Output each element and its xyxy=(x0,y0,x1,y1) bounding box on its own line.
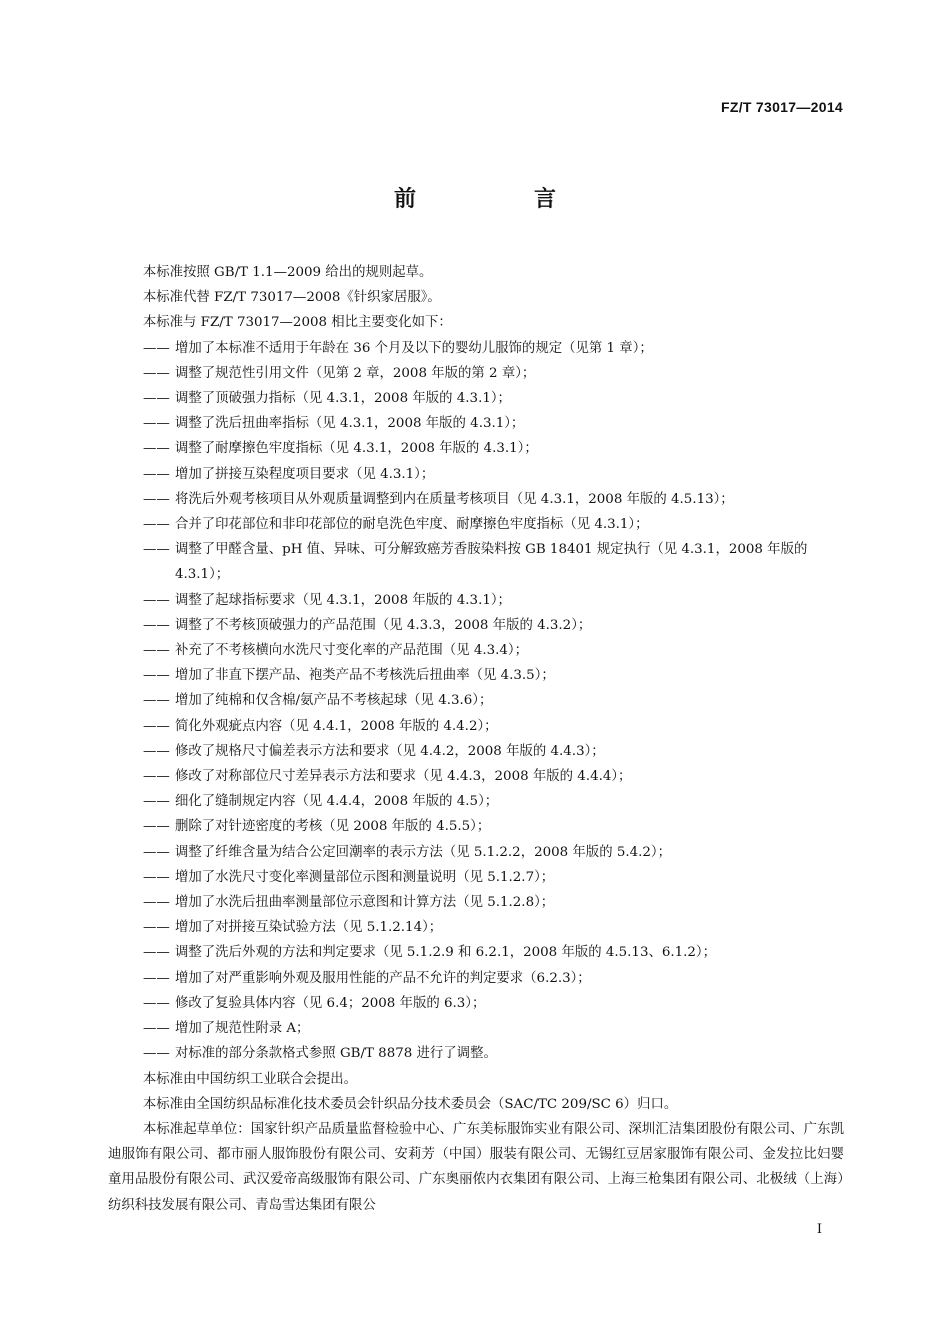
change-item-text: 增加了本标准不适用于年龄在 36 个月及以下的婴幼儿服饰的规定（见第 1 章）； xyxy=(175,340,653,356)
change-item xyxy=(108,411,844,436)
dash-marker: —— xyxy=(143,945,170,961)
dash-marker: —— xyxy=(143,693,170,709)
change-item xyxy=(108,789,844,814)
change-item xyxy=(108,865,844,890)
dash-marker: —— xyxy=(143,365,170,381)
change-item-text: 增加了对严重影响外观及服用性能的产品不允许的判定要求（6.2.3）； xyxy=(175,970,591,986)
change-item xyxy=(108,462,844,487)
change-item-text: 增加了纯棉和仅含棉/氨产品不考核起球（见 4.3.6）； xyxy=(175,693,493,709)
change-item-text: 修改了对称部位尺寸差异表示方法和要求（见 4.4.3，2008 年版的 4.4.4）； xyxy=(175,769,632,785)
dash-marker: —— xyxy=(143,869,170,885)
change-item-text: 增加了水洗尺寸变化率测量部位示图和测量说明（见 5.1.2.7）； xyxy=(175,869,555,885)
change-item xyxy=(108,361,844,386)
change-item xyxy=(108,714,844,739)
change-item-text: 修改了复验具体内容（见 6.4；2008 年版的 6.3）； xyxy=(175,995,486,1011)
change-item-text: 调整了纤维含量为结合公定回潮率的表示方法（见 5.1.2.2，2008 年版的 5.4.2）； xyxy=(175,844,672,860)
change-item-text: 调整了甲醛含量、pH 值、异味、可分解致癌芳香胺染料按 GB 18401 规定执行（见 4.3.1，2008 年版的 4.3.1）； xyxy=(175,542,808,583)
dash-marker: —— xyxy=(143,542,170,558)
change-item-text: 调整了规范性引用文件（见第 2 章，2008 年版的第 2 章）； xyxy=(175,365,536,381)
change-item xyxy=(108,688,844,713)
change-item-text: 调整了洗后外观的方法和判定要求（见 5.1.2.9 和 6.2.1，2008 年版的 4.5.13、6.1.2）； xyxy=(175,945,717,961)
dash-marker: —— xyxy=(143,416,170,432)
paragraph: 本标准与 FZ/T 73017—2008 相比主要变化如下： xyxy=(142,315,452,331)
change-item xyxy=(108,940,844,965)
change-item-text: 合并了印花部位和非印花部位的耐皂洗色牢度、耐摩擦色牢度指标（见 4.3.1）； xyxy=(175,517,649,533)
dash-marker: —— xyxy=(143,895,170,911)
change-item xyxy=(108,915,844,940)
change-item-text: 删除了对针迹密度的考核（见 2008 年版的 4.5.5）； xyxy=(175,819,491,835)
paragraph: 本标准由全国纺织品标准化技术委员会针织品分技术委员会（SAC/TC 209/SC 6）归口。 xyxy=(142,1096,678,1112)
paragraph: 本标准由中国纺织工业联合会提出。 xyxy=(142,1071,358,1087)
paragraph: 本标准代替 FZ/T 73017—2008《针织家居服》。 xyxy=(142,290,441,306)
change-item xyxy=(108,537,844,587)
dash-marker: —— xyxy=(143,920,170,936)
change-item xyxy=(108,840,844,865)
standard-code: FZ/T 73017—2014 xyxy=(720,99,843,115)
change-item xyxy=(108,764,844,789)
change-item xyxy=(108,991,844,1016)
change-item xyxy=(108,663,844,688)
dash-marker: —— xyxy=(143,1046,170,1062)
change-item-text: 调整了洗后扭曲率指标（见 4.3.1，2008 年版的 4.3.1）； xyxy=(175,416,525,432)
change-item-text: 对标准的部分条款格式参照 GB/T 8878 进行了调整。 xyxy=(175,1046,497,1062)
dash-marker: —— xyxy=(143,970,170,986)
change-item xyxy=(108,638,844,663)
change-item xyxy=(108,512,844,537)
change-item xyxy=(108,814,844,839)
dash-marker: —— xyxy=(143,441,170,457)
dash-marker: —— xyxy=(143,617,170,633)
change-item xyxy=(108,588,844,613)
change-item-text: 调整了顶破强力指标（见 4.3.1，2008 年版的 4.3.1）； xyxy=(175,391,511,407)
change-item-text: 调整了耐摩擦色牢度指标（见 4.3.1，2008 年版的 4.3.1）； xyxy=(175,441,538,457)
dash-marker: —— xyxy=(143,491,170,507)
dash-marker: —— xyxy=(143,1021,170,1037)
dash-marker: —— xyxy=(143,643,170,659)
dash-marker: —— xyxy=(143,844,170,860)
dash-marker: —— xyxy=(143,517,170,533)
dash-marker: —— xyxy=(143,340,170,356)
change-item-text: 修改了规格尺寸偏差表示方法和要求（见 4.4.2，2008 年版的 4.4.3）； xyxy=(175,743,605,759)
dash-marker: —— xyxy=(143,718,170,734)
change-item-text: 增加了水洗后扭曲率测量部位示意图和计算方法（见 5.1.2.8）； xyxy=(175,895,555,911)
change-item xyxy=(108,1016,844,1041)
change-item xyxy=(108,739,844,764)
dash-marker: —— xyxy=(143,592,170,608)
change-item-text: 将洗后外观考核项目从外观质量调整到内在质量考核项目（见 4.3.1，2008 年版的 4.5.13）； xyxy=(175,491,734,507)
change-item-text: 增加了拼接互染程度项目要求（见 4.3.1）； xyxy=(175,466,435,482)
change-item xyxy=(108,890,844,915)
change-item xyxy=(108,966,844,991)
drafting-units-paragraph: 本标准起草单位：国家针织产品质量监督检验中心、广东美标服饰实业有限公司、深圳汇洁集团股份有限公司、广东凯迪服饰有限公司、都市丽人服饰股份有限公司、安莉芳（中国）服装有限公司、无锡红豆居家服饰有限公司、金发拉比妇婴童用品股份有限公司、武汉爱帝高级服饰有限公司、广东奥丽侬内衣集团有限公司、上海三枪集团有限公司、北极绒（上海）纺织科技发展有限公司、青岛雪达集团有限公 xyxy=(108,1121,844,1213)
change-item xyxy=(108,386,844,411)
change-item-text: 细化了缝制规定内容（见 4.4.4，2008 年版的 4.5）； xyxy=(175,794,499,810)
dash-marker: —— xyxy=(143,769,170,785)
change-item xyxy=(108,336,844,361)
change-item-text: 调整了起球指标要求（见 4.3.1，2008 年版的 4.3.1）； xyxy=(175,592,511,608)
changes-list xyxy=(108,336,844,1067)
foreword-body xyxy=(108,260,844,1218)
change-item-text: 补充了不考核横向水洗尺寸变化率的产品范围（见 4.3.4）； xyxy=(175,643,529,659)
dash-marker: —— xyxy=(143,391,170,407)
change-item xyxy=(108,1041,844,1066)
change-item xyxy=(108,487,844,512)
change-item-text: 调整了不考核顶破强力的产品范围（见 4.3.3，2008 年版的 4.3.2）； xyxy=(175,617,592,633)
dash-marker: —— xyxy=(143,819,170,835)
dash-marker: —— xyxy=(143,794,170,810)
dash-marker: —— xyxy=(143,743,170,759)
dash-marker: —— xyxy=(143,668,170,684)
dash-marker: —— xyxy=(143,466,170,482)
dash-marker: —— xyxy=(143,995,170,1011)
change-item xyxy=(108,436,844,461)
page-number: I xyxy=(816,1222,822,1237)
change-item-text: 增加了非直下摆产品、袍类产品不考核洗后扭曲率（见 4.3.5）； xyxy=(175,668,555,684)
change-item-text: 简化外观疵点内容（见 4.4.1，2008 年版的 4.4.2）； xyxy=(175,718,498,734)
change-item-text: 增加了对拼接互染试验方法（见 5.1.2.14）； xyxy=(175,920,443,936)
change-item-text: 增加了规范性附录 A； xyxy=(175,1021,310,1037)
page-title: 前 言 xyxy=(393,187,604,212)
change-item xyxy=(108,613,844,638)
paragraph: 本标准按照 GB/T 1.1—2009 给出的规则起草。 xyxy=(142,265,433,280)
